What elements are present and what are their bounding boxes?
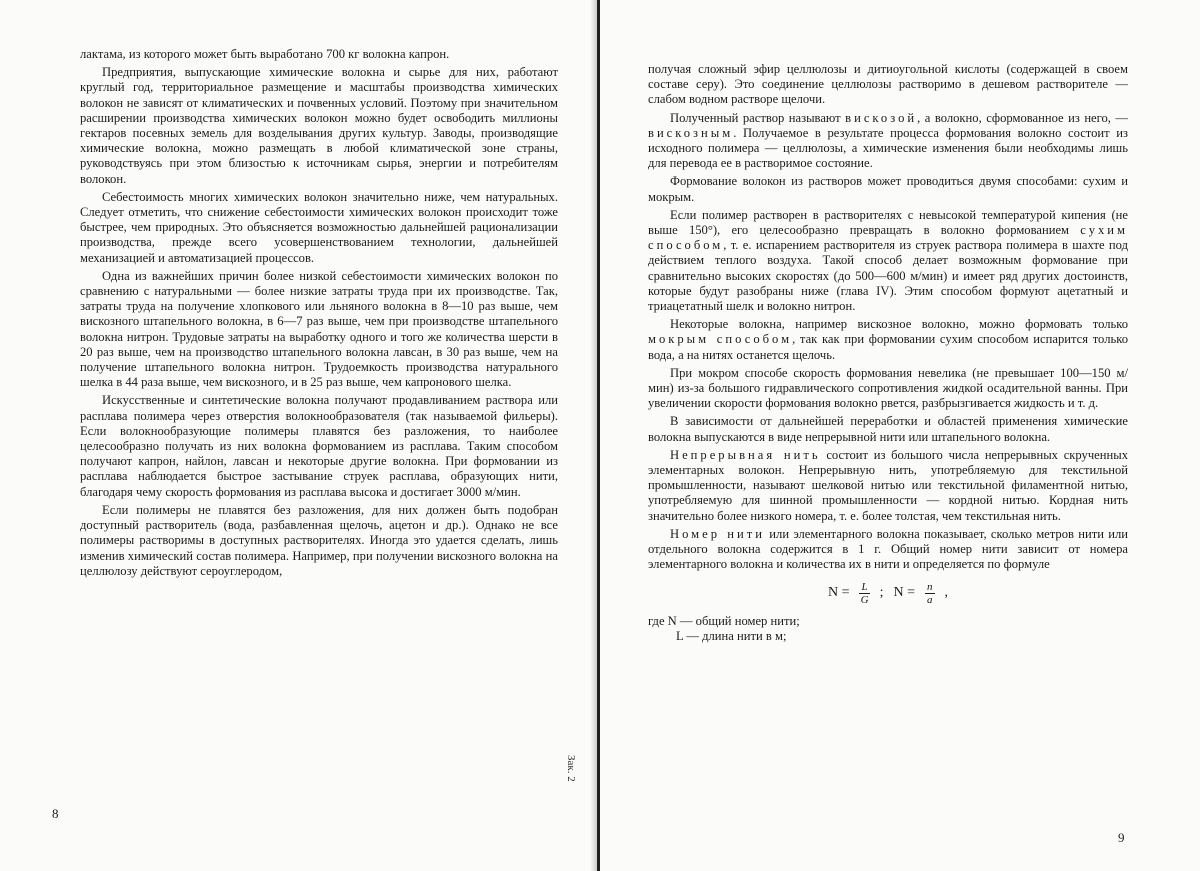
paragraph: Формование волокон из растворов может проводиться двумя способами: сухим и мокрым. — [648, 174, 1128, 204]
spaced-term: мокрым способом — [648, 332, 793, 347]
fraction-denominator: G — [860, 593, 869, 606]
spaced-term: вискозным — [648, 125, 734, 140]
fraction-l-over-g — [859, 581, 869, 606]
right-page-text — [648, 62, 1128, 644]
text-run: состоит из большого числа непрерывных скрученных элементарных волокон. Непрерывную нить, употребляемую для текстильной промышленности, называют шелковой нитью или текстильной филаментной нитью, употребляемую для шинной промышленности — кордной нитью. Кордная нить значительно более низкого номера, т. е. более толстая, чем текстильная нить. — [648, 447, 1128, 523]
fraction-n-over-a — [925, 581, 935, 606]
paragraph — [648, 448, 1128, 524]
page-number-right: 9 — [1118, 830, 1125, 845]
right-page — [600, 0, 1200, 871]
fraction-numerator: n — [927, 580, 933, 593]
paragraph: При мокром способе скорость формования невелика (не превышает 100—150 м/мин) из-за большого гидравлического сопротивления жидкой осадительной ванны. При увеличении скорости формования волокно рвется, разбрызгивается жидкость и т. д. — [648, 365, 1128, 411]
legend-line: где N — общий номер нити; — [648, 613, 800, 628]
paragraph — [648, 111, 1128, 172]
paragraph — [648, 527, 1128, 573]
text-run: , т. е. испарением растворителя из струек раствора полимера в шахте под действием теплого воздуха. Такой способ делает возможным формование при сравнительно высоких скоростях (до 500—600 м/мин) и имеет ряд других достоинств, которые будут разобраны ниже (глава IV). Этим способом формуют ацетатный и триацетатный шелк и волокно нитрон. — [648, 238, 1128, 314]
spaced-term: вискозой — [845, 110, 918, 125]
text-run: Полученный раствор называют — [670, 110, 846, 125]
text-run: Некоторые волокна, например вискозное волокно, можно формовать только — [670, 317, 1128, 332]
text-run: , так как при формовании сухим способом испарится только вода, а на нитях останется щелочь. — [648, 332, 1128, 362]
legend-line: L — длина нити в м; — [676, 628, 787, 643]
page-number-left: 8 — [52, 806, 59, 821]
paragraph: Себестоимость многих химических волокон значительно ниже, чем натуральных. Следует отметить, что снижение себестоимости химических волокон происходит тоже быстрее, чем природных. Это объясняется возможностью дальнейшей рационализации производства, прежде всего усовершенствованием технологии, дальнейшей механизацией и автоматизацией процессов. — [80, 189, 558, 265]
formula-separator: ; — [879, 585, 884, 601]
fraction-numerator: L — [861, 580, 868, 593]
text-run: . Получаемое в результате процесса формования волокно состоит из исходного полимера — целлюлозы, а химические изменения были необходимы лишь для перевода ее в растворимое состояние. — [648, 125, 1128, 171]
paragraph — [648, 317, 1128, 363]
paragraph: В зависимости от дальнейшей переработки и областей применения химические волокна выпускаются в виде непрерывной нити или штапельного волокна. — [648, 414, 1128, 444]
signature-mark: Зак. 2 — [565, 755, 577, 782]
paragraph: Предприятия, выпускающие химические волокна и сырье для них, работают круглый год, территориальное размещение и масштабы производства химических волокон не зависят от климатических и почвенных условий. Поэтому при значительном расширении производства химических волокон можно будет освободить миллионы гектаров посевных земель для возделывания других культур. Заводы, производящие химические волокна, можно размещать в любой климатической зоне страны, руководствуясь при этом близостью к источникам сырья, энергии и потребителям волокон. — [80, 65, 558, 186]
gutter-shadow — [590, 0, 597, 871]
formula-lhs-1: N = — [827, 585, 850, 601]
thread-number-formula — [648, 581, 1128, 606]
text-run: , а волокно, сформованное из него, — — [917, 110, 1129, 125]
paragraph: Одна из важнейших причин более низкой себестоимости химических волокон по сравнению с натуральными — более низкие затраты труда при их производстве. Так, затраты труда на получение хлопкового или льняного волокна в 8—10 раз выше, чем вискозного штапельного волокна, в 6—7 раз выше, чем при производстве штапельного волокна нитрон. Трудовые затраты на выработку одного и того же количества шерсти в 20 раз выше, чем на производство штапельного волокна лавсан, в 30 раз выше, чем на получение штапельного волокна нитрон. Трудоемкость производства натурального шелка в 44 раза выше, чем вискозного, и в 25 раз выше, чем капронового шелка. — [80, 268, 558, 390]
paragraph: Искусственные и синтетические волокна получают продавливанием раствора или расплава полимера через отверстия волокнообразователя (так называемой фильеры). Если волокнообразующие полимеры плавятся без разложения, то наиболее целесообразно получать из них волокна формованием из расплава. Таким способом получают капрон, найлон, лавсан и некоторые другие волокна. При формовании из расплава наблюдается быстрое застывание струек расплава, образующих нити, благодаря чему скорость формования из расплава высока и достигает 3000 м/мин. — [80, 393, 558, 499]
spaced-term: Номер нити — [670, 526, 766, 541]
formula-tail: , — [944, 585, 949, 601]
spaced-term: сухим способом — [648, 223, 1128, 253]
text-run: или элементарного волокна показывает, сколько метров нити или отдельного волокна содержится в 1 г. Общий номер нити зависит от номера элементарного волокна и количества их в нити и определяется по формуле — [648, 526, 1128, 572]
paragraph — [648, 208, 1128, 314]
fraction-denominator: a — [927, 593, 933, 606]
left-page-text — [80, 47, 558, 579]
spaced-term: Непрерывная нить — [670, 447, 821, 462]
paragraph: лактама, из которого может быть выработано 700 кг волокна капрон. — [80, 47, 450, 61]
paragraph: Если полимеры не плавятся без разложения, для них должен быть подобран доступный растворитель (вода, разбавленная щелочь, ацетон и др.). Однако не все полимеры растворимы в доступных растворителях. Иногда это удается сделать, лишь изменив химический состав полимера. Например, при получении вискозного волокна на целлюлозу действуют сероуглеродом, — [80, 502, 558, 578]
paragraph: получая сложный эфир целлюлозы и дитиоугольной кислоты (содержащей в своем составе серу). Это соединение целлюлозы растворимо в дешевом растворителе — слабом водном растворе щелочи. — [648, 62, 1128, 107]
formula-lhs-2: N = — [893, 585, 916, 601]
text-run: Если полимер растворен в растворителях с невысокой температурой кипения (не выше 150°), его целесообразно превращать в волокно формованием — [648, 207, 1128, 238]
